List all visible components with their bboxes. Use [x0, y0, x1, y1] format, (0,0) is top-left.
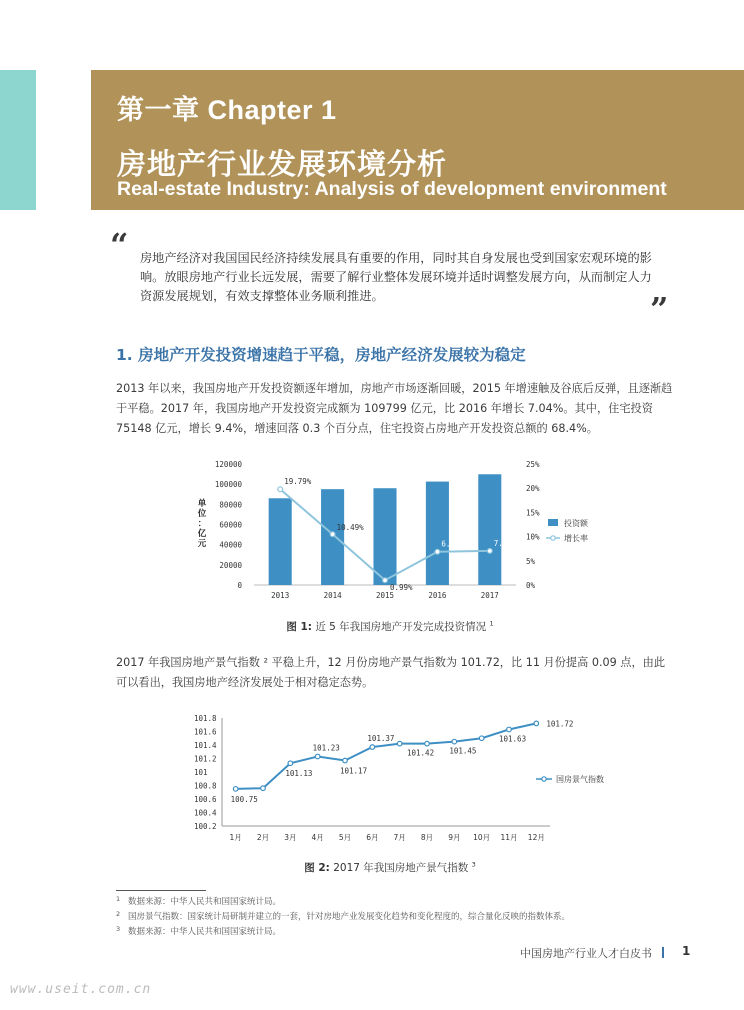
index-point	[315, 754, 320, 759]
index-point	[343, 758, 348, 763]
figure1-footnote-ref: 1	[489, 619, 494, 628]
section-title: 1. 房地产开发投资增速趋于平稳，房地产经济发展较为稳定	[116, 346, 526, 364]
y-axis-title-char: ：	[197, 519, 207, 529]
y2-tick-label: 10%	[526, 532, 540, 542]
y-tick-label: 101.2	[194, 754, 217, 764]
y-tick-label: 101.4	[194, 741, 217, 750]
growth-data-label: 6.88%	[441, 539, 464, 549]
index-data-label: 101.45	[449, 746, 477, 756]
footnote-3-num: 3	[116, 925, 121, 933]
footnote-1-text: 数据来源：中华人民共和国国家统计局。	[128, 897, 282, 907]
bar-2013	[269, 498, 292, 585]
index-data-label: 101.17	[340, 766, 368, 776]
x-tick-label: 2017	[480, 591, 499, 600]
figure2-caption	[200, 860, 580, 875]
y2-tick-label: 15%	[526, 508, 540, 518]
side-tab	[0, 70, 36, 210]
watermark: www.useit.com.cn	[10, 982, 152, 997]
legend-line-marker	[542, 777, 546, 781]
y-tick-label: 40000	[219, 540, 242, 550]
x-tick-label: 9月	[448, 833, 461, 842]
legend-line-marker	[551, 536, 555, 540]
x-tick-label: 5月	[338, 833, 352, 842]
index-data-label: 101.23	[312, 743, 340, 753]
y-tick-label: 101.8	[194, 714, 217, 723]
index-point	[507, 727, 512, 732]
y-tick-label: 100.4	[194, 808, 217, 818]
y-tick-label: 100000	[214, 480, 242, 490]
x-tick-label: 2014	[323, 591, 342, 600]
x-tick-label: 2月	[256, 833, 270, 842]
investment-chart	[196, 452, 616, 612]
y-tick-label: 100.2	[194, 822, 217, 831]
index-data-label: 101.63	[499, 734, 527, 744]
growth-point	[383, 578, 388, 583]
y2-tick-label: 25%	[526, 460, 540, 469]
footer-title	[520, 945, 674, 961]
x-tick-label: 10月	[473, 833, 491, 842]
footnote-3-text: 数据来源：中华人民共和国国家统计局。	[128, 927, 282, 937]
legend-line-label: 增长率	[564, 534, 588, 543]
footnote-2-num: 2	[116, 910, 121, 918]
x-tick-label: 8月	[420, 833, 434, 842]
index-data-label: 101.72	[546, 719, 574, 729]
x-tick-label: 12月	[527, 833, 545, 842]
y-tick-label: 0	[237, 581, 242, 590]
open-quote-mark: “	[110, 226, 129, 264]
growth-data-label: 0.99%	[390, 583, 413, 593]
growth-point	[278, 487, 283, 492]
growth-data-label: 7.04%	[493, 538, 517, 548]
bar-2015	[373, 488, 396, 585]
figure1-label: 图 1:	[286, 621, 312, 633]
chapter-title-en: Real-estate Industry: Analysis of development environment	[117, 178, 667, 200]
y-tick-label: 101.6	[194, 727, 217, 737]
growth-data-label: 10.49%	[336, 523, 364, 533]
y-axis-title-char: 元	[197, 539, 207, 549]
index-chart	[186, 706, 616, 846]
growth-point	[330, 532, 335, 537]
index-point	[452, 739, 457, 744]
legend-bar-swatch	[548, 519, 558, 526]
chapter-label: 第一章 Chapter 1	[117, 95, 337, 125]
figure1-caption	[200, 619, 580, 634]
growth-point	[435, 549, 440, 554]
y-axis-title-char: 单	[197, 499, 207, 509]
footer-divider	[662, 947, 664, 958]
x-tick-label: 1月	[229, 833, 242, 842]
y-tick-label: 20000	[219, 560, 242, 570]
index-data-label: 101.37	[367, 734, 395, 744]
index-point	[397, 741, 402, 746]
index-data-label: 100.75	[230, 794, 258, 804]
x-tick-label: 11月	[500, 833, 518, 842]
index-point	[534, 721, 539, 726]
index-point	[425, 741, 430, 746]
x-tick-label: 2016	[428, 591, 447, 600]
footnote-3	[116, 925, 281, 937]
footnote-2	[116, 910, 570, 922]
y-tick-label: 80000	[219, 500, 242, 510]
x-tick-label: 2015	[375, 591, 395, 600]
y-axis-title-char: 亿	[197, 529, 207, 539]
y-tick-label: 120000	[214, 460, 242, 469]
figure2-footnote-ref: 3	[471, 860, 476, 869]
y-axis-title-char: 位	[197, 509, 207, 519]
close-quote-mark: ”	[650, 290, 669, 328]
y-tick-label: 101	[194, 768, 208, 777]
paragraph-index: 2017 年我国房地产景气指数 ² 平稳上升，12 月份房地产景气指数为 101.72，比 11 月份提高 0.09 点，由此可以看出，我国房地产经济发展处于相对稳定态势。	[116, 656, 666, 689]
index-point	[233, 787, 238, 792]
index-point	[288, 761, 293, 766]
footer-title-text: 中国房地产行业人才白皮书	[520, 947, 652, 960]
index-data-label: 101.42	[407, 748, 435, 758]
legend-bar-label: 投资额	[564, 519, 588, 528]
x-tick-label: 2013	[271, 591, 290, 600]
footnote-1-num: 1	[116, 895, 121, 903]
bar-2017	[478, 474, 501, 585]
x-tick-label: 7月	[393, 833, 406, 842]
intro-text: 房地产经济对我国国民经济持续发展具有重要的作用，同时其自身发展也受到国家宏观环境的影响。放眼房地产行业长远发展，需要了解行业整体发展环境并适时调整发展方向，从而制定人力资源发展规划，有效支撑整体业务顺利推进。	[140, 251, 652, 303]
legend-line-label: 国房景气指数	[556, 775, 604, 784]
index-point	[479, 736, 484, 741]
x-tick-label: 6月	[366, 833, 379, 842]
paragraph-investment: 2013 年以来，我国房地产开发投资额逐年增加，房地产市场逐渐回暖，2015 年增速触及谷底后反弹，且逐渐趋于平稳。2017 年，我国房地产开发投资完成额为 109799 亿元，比 2016 年增长 7.04%。其中，住宅投资 75148 亿元，增长 9.4%，增速回落 0.3 个百分点，住宅投资占房地产开发投资总额的 68.4%。	[116, 382, 673, 435]
x-tick-label: 3月	[284, 833, 297, 842]
y2-tick-label: 20%	[526, 484, 540, 494]
bar-2016	[426, 482, 449, 585]
index-point	[261, 786, 266, 791]
growth-point	[487, 549, 492, 554]
page-number: 1	[682, 944, 691, 958]
figure2-caption-text: 2017 年我国房地产景气指数	[333, 862, 469, 874]
figure1-caption-text: 近 5 年我国房地产开发完成投资情况	[315, 621, 487, 633]
figure2-label: 图 2:	[304, 862, 330, 874]
y-tick-label: 100.8	[194, 781, 217, 791]
footnote-1	[116, 895, 281, 907]
y2-tick-label: 5%	[526, 556, 536, 566]
footnote-rule	[116, 890, 206, 891]
chapter-banner	[91, 70, 744, 210]
footnote-2-text: 国房景气指数：国家统计局研制并建立的一套，针对房地产业发展变化趋势和变化程度的，综合量化反映的指数体系。	[128, 912, 571, 922]
x-tick-label: 4月	[311, 833, 324, 842]
index-data-label: 101.13	[285, 769, 313, 779]
y2-tick-label: 0%	[526, 581, 536, 590]
chapter-title-zh: 房地产行业发展环境分析	[117, 147, 448, 181]
growth-data-label: 19.79%	[284, 477, 312, 487]
y-tick-label: 100.6	[194, 795, 217, 804]
y-tick-label: 60000	[219, 520, 242, 530]
index-point	[370, 745, 375, 750]
